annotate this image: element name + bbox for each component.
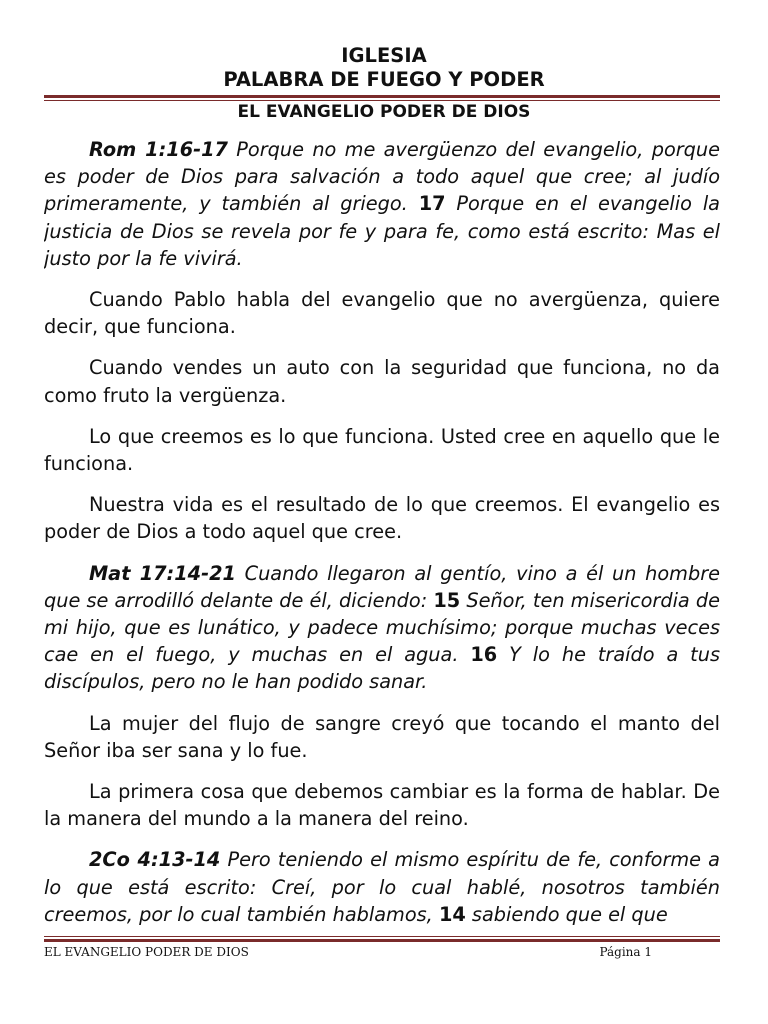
scripture-text: Señor, ten misericordia de mi hijo, que es lunático, y padece muchísimo; porque muchas veces cae en el fuego, y muchas en el agua. (44, 588, 720, 667)
verse-number: 15 (433, 588, 461, 612)
document-body (44, 136, 720, 935)
verse-number: 17 (418, 192, 446, 216)
footer-rule-thin (44, 936, 720, 937)
verse-number: 16 (470, 643, 498, 667)
footer-title: EL EVANGELIO PODER DE DIOS (44, 945, 249, 959)
page-number: Página 1 (599, 945, 652, 959)
paragraph: Lo que creemos es lo que funciona. Usted cree en aquello que le funciona. (44, 424, 720, 476)
scripture-text: Pero teniendo el mismo espíritu de fe, conforme a lo que está escrito: Creí, por lo cual hablé, nosotros también creemos, por lo cual también hablamos, (44, 848, 720, 926)
verse-number: 14 (438, 902, 466, 926)
paragraph: La mujer del flujo de sangre creyó que tocando el manto del Señor iba ser sana y lo fue. (44, 711, 720, 762)
scripture-text: Porque en el evangelio la justicia de Dios se revela por fe y para fe, como está escrito: Mas el justo por la fe vivirá. (44, 192, 720, 270)
scripture-reference: Rom 1:16-17 (89, 138, 228, 161)
paragraph: Cuando vendes un auto con la seguridad que funciona, no da como fruto la vergüenza. (44, 356, 720, 407)
scripture-text: sabiendo que el que (465, 902, 668, 926)
paragraph: Cuando Pablo habla del evangelio que no avergüenza, quiere decir, que funciona. (44, 288, 720, 339)
footer-rule (44, 936, 720, 942)
church-name-line2: PALABRA DE FUEGO Y PODER (223, 68, 545, 91)
header-rule-thick (44, 95, 720, 98)
scripture-reference: Mat 17:14-21 (89, 561, 236, 585)
sermon-title: EL EVANGELIO PODER DE DIOS (237, 102, 531, 122)
scripture-reference: 2Co 4:13-14 (89, 848, 221, 872)
paragraph-mat (44, 560, 720, 696)
scripture-text: Porque no me avergüenzo del evangelio, porque es poder de Dios para salvación a todo aquel que cree; al judío primeramente, y también al griego. (44, 138, 720, 216)
paragraph: La primera cosa que debemos cambiar es la forma de hablar. De la manera del mundo a la manera del reino. (44, 780, 720, 831)
scripture-text: Cuando llegaron al gentío, vino a él un hombre que se arrodilló delante de él, diciendo: (44, 561, 720, 612)
footer-rule-thick (44, 939, 720, 942)
scripture-text: Y lo he traído a tus discípulos, pero no le han podido sanar. (44, 643, 720, 694)
paragraph-2co (44, 846, 720, 928)
paragraph: Nuestra vida es el resultado de lo que creemos. El evangelio es poder de Dios a todo aquel que cree. (44, 493, 720, 544)
church-name-line1: IGLESIA (341, 44, 427, 67)
paragraph-rom (44, 136, 720, 272)
